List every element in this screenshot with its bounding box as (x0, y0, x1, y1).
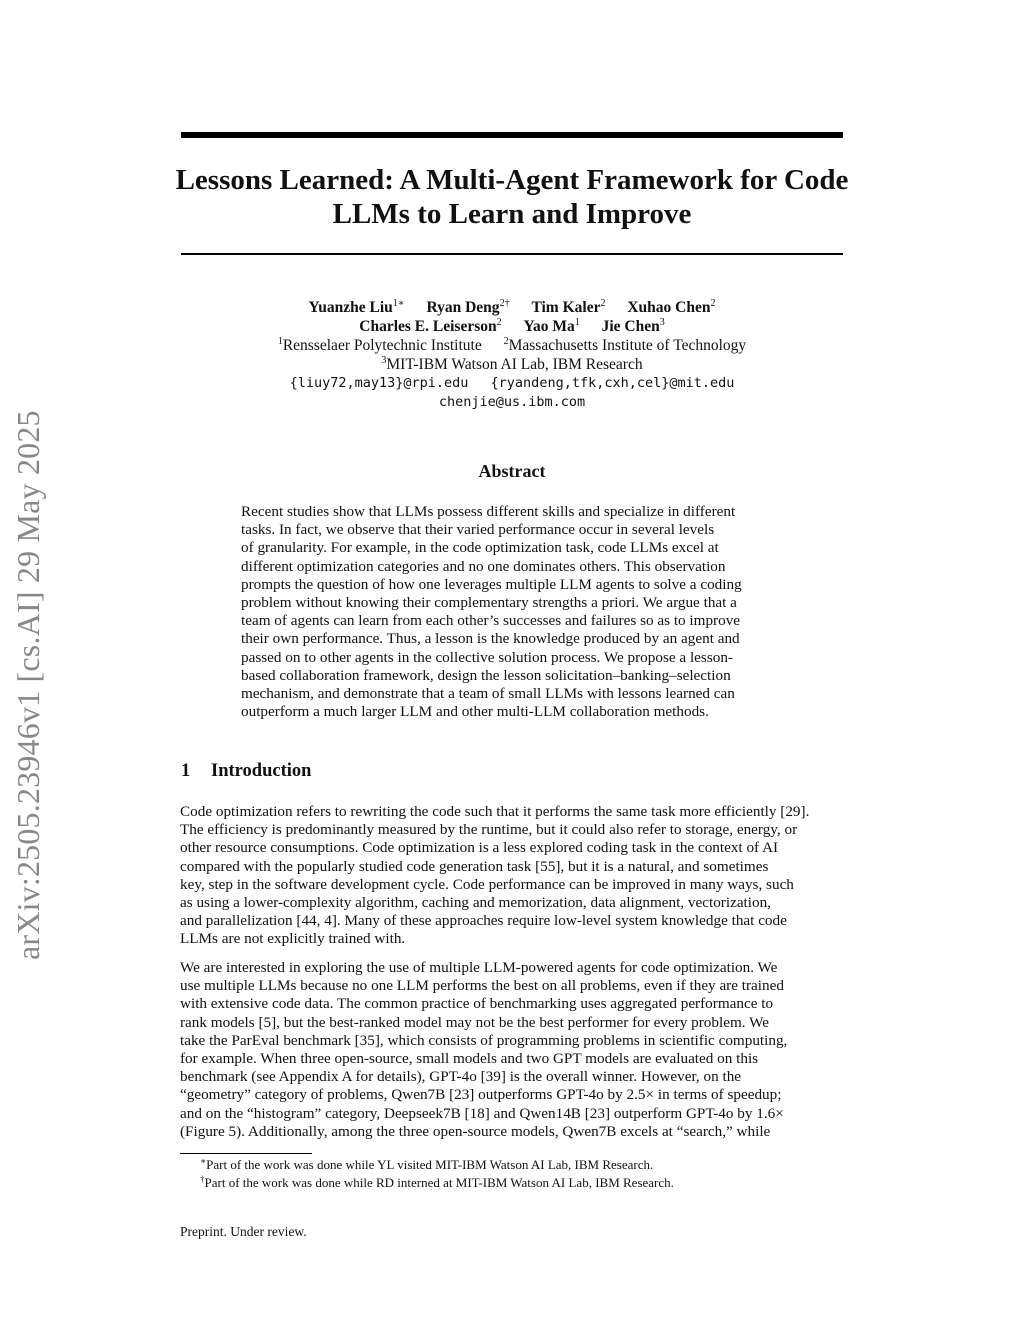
body-line: The efficiency is predominantly measured by the runtime, but it could also refer to storage, energy, or (180, 821, 798, 839)
section-title: Introduction (211, 761, 312, 781)
author-row (180, 317, 844, 336)
email-rpi: {liuy72,may13}@rpi.edu (289, 375, 469, 391)
title-line: Lessons Learned: A Multi-Agent Framework for Code (175, 164, 849, 196)
body-line: “geometry” category of problems, Qwen7B [23] outperforms GPT-4o by 2.5× in terms of speedup; (180, 1086, 782, 1104)
section-heading-introduction (181, 761, 311, 782)
abstract-line: mechanism, and demonstrate that a team of small LLMs with lessons learned can (241, 685, 735, 703)
abstract-line: of granularity. For example, in the code optimization task, code LLMs excel at (241, 539, 719, 557)
abstract-line: problem without knowing their complementary strengths a priori. We argue that a (241, 594, 737, 612)
author: Jie Chen$^3$ (601, 317, 665, 335)
body-line: benchmark (see Appendix A for details), GPT-4o [39] is the overall winner. However, on the (180, 1068, 742, 1086)
footnote: †Part of the work was done while RD interned at MIT-IBM Watson AI Lab, IBM Research. (200, 1174, 674, 1190)
email-row (180, 374, 844, 393)
footnote: ∗Part of the work was done while YL visited MIT-IBM Watson AI Lab, IBM Research. (200, 1156, 654, 1172)
author: Yuanzhe Liu$^{1∗}$ (308, 298, 405, 316)
author: Ryan Deng$^{2\dagger}$ (426, 298, 510, 316)
preprint-notice: Preprint. Under review. (180, 1224, 307, 1239)
author: Xuhao Chen$^2$ (627, 298, 716, 316)
introduction-paragraph-2 (180, 959, 844, 1141)
body-line: rank models [5], but the best-ranked model may not be the best performer for every problem. We (180, 1013, 769, 1031)
body-line: for example. When three open-source, small models and two GPT models are evaluated on this (180, 1050, 759, 1068)
abstract-line: based collaboration framework, design the lesson solicitation–banking–selection (241, 666, 731, 684)
affiliation-row (180, 355, 844, 374)
author-row (180, 298, 844, 317)
email-mit: {ryandeng,tfk,cxh,cel}@mit.edu (490, 375, 735, 391)
body-line: and parallelization [44, 4]. Many of these approaches require low-level system knowledge that code (180, 912, 787, 930)
body-line: We are interested in exploring the use of multiple LLM-powered agents for code optimization. We (180, 959, 778, 976)
abstract-line: different optimization categories and no one dominates others. This observation (241, 557, 726, 575)
title-top-rule (181, 132, 843, 138)
arxiv-identifier-stamp: arXiv:2505.23946v1 [cs.AI] 29 May 2025 (10, 410, 46, 960)
body-line: key, step in the software development cycle. Code performance can be improved in many ways, such (180, 875, 794, 893)
section-number: 1 (181, 761, 191, 781)
author-block (180, 298, 844, 412)
affiliation: $^2$Massachusetts Institute of Technology (503, 336, 747, 354)
body-line: (Figure 5). Additionally, among the three open-source models, Qwen7B excels at “search,” while (180, 1122, 771, 1140)
abstract-heading: Abstract (478, 461, 546, 481)
body-line: as using a lower-complexity algorithm, caching and memorization, data alignment, vectorization, (180, 894, 771, 912)
abstract-line: Recent studies show that LLMs possess different skills and specialize in different (241, 503, 736, 520)
abstract-line: tasks. In fact, we observe that their varied performance occur in several levels (241, 521, 715, 539)
body-line: compared with the popularly studied code generation task [55], but it is a natural, and sometimes (180, 857, 769, 875)
body-line: and on the “histogram” category, Deepseek7B [18] and Qwen14B [23] outperform GPT-4o by 1.6× (180, 1104, 784, 1122)
paper-title (150, 163, 874, 231)
body-line: LLMs are not explicitly trained with. (180, 930, 406, 948)
author: Charles E. Leiserson$^2$ (359, 317, 502, 335)
email-row (180, 393, 844, 412)
introduction-paragraph-1 (180, 803, 844, 949)
affiliation-row (180, 336, 844, 355)
abstract-line: their own performance. Thus, a lesson is the knowledge produced by an agent and (241, 630, 740, 648)
body-line: with extensive code data. The common practice of benchmarking uses aggregated performance to (180, 995, 774, 1013)
abstract-line: passed on to other agents in the collective solution process. We propose a lesson- (241, 648, 733, 666)
body-line: take the ParEval benchmark [35], which consists of programming problems in scientific computing, (180, 1031, 788, 1049)
footnotes (200, 1156, 674, 1192)
email-ibm: chenjie@us.ibm.com (438, 394, 586, 410)
author: Tim Kaler$^2$ (531, 298, 606, 316)
abstract-line: outperform a much larger LLM and other multi-LLM collaboration methods. (241, 703, 709, 721)
affiliation: $^3$MIT-IBM Watson AI Lab, IBM Research (381, 355, 643, 373)
body-line: use multiple LLMs because no one LLM performs the best on all problems, even if they are trained (180, 977, 784, 995)
title-bottom-rule (181, 253, 843, 255)
affiliation: $^1$Rensselaer Polytechnic Institute (277, 336, 482, 354)
abstract-body (241, 503, 786, 721)
title-line: LLMs to Learn and Improve (332, 198, 692, 230)
abstract-line: team of agents can learn from each other’s successes and failures so as to improve (241, 612, 741, 630)
abstract-line: prompts the question of how one leverages multiple LLM agents to solve a coding (241, 575, 742, 593)
body-line: other resource consumptions. Code optimization is a less explored coding task in the context of AI (180, 839, 779, 857)
footnote-rule (180, 1153, 312, 1154)
body-line: Code optimization refers to rewriting the code such that it performs the same task more efficiently [29]. (180, 803, 810, 820)
author: Yao Ma$^1$ (523, 317, 580, 335)
